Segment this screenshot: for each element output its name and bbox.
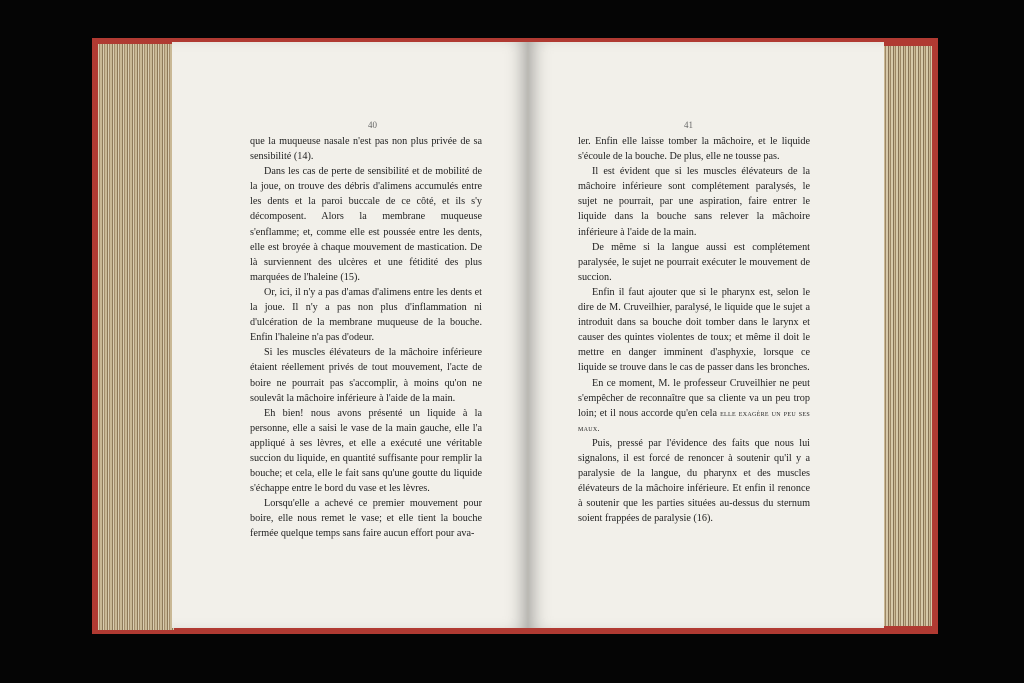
paragraph: Si les muscles élévateurs de la mâchoire inférieure étaient réellement privés de tout mouvement, l'acte de boire ne pourrait pas s'accomplir, à moins qu'on ne soulevât la mâchoire inférieure à l'aide de la main.	[250, 347, 482, 404]
paragraph: De même si la langue aussi est complétement paralysée, le sujet ne pourrait exécuter le mouvement de succion.	[578, 241, 810, 283]
paragraph: Enfin il faut ajouter que si le pharynx est, selon le dire de M. Cruveilhier, paralysé, le liquide que le sujet a introduit dans sa bouche doit tomber dans le larynx et causer des quintes violentes de toux; et même il doit le mettre en danger imminent d'asphyxie, lorsque ce liquide se trouve dans le cas de passer dans les bronches.	[578, 286, 810, 374]
page-number: 41	[684, 120, 693, 130]
page-number: 40	[368, 120, 377, 130]
left-page	[172, 42, 528, 628]
left-page-edges	[98, 44, 174, 630]
paragraph-text: En ce moment, M. le professeur Cruveilhier ne peut s'empêcher de reconnaître que sa cliente va un peu trop loin; et il nous accorde qu'en cela	[578, 377, 810, 419]
page-text	[578, 134, 810, 526]
paragraph: Puis, pressé par l'évidence des faits que nous lui signalons, il est forcé de renoncer à soutenir qu'il y a paralysie de la langue, du pharynx et des muscles élévateurs de la mâchoire inférieure. Et enfin il renonce à soutenir que les parties situées au-dessus du sternum soient frappées de paralysie (16).	[578, 437, 810, 525]
small-caps-quote: elle exagère un peu ses maux.	[578, 408, 811, 433]
paragraph: Or, ici, il n'y a pas d'amas d'alimens entre les dents et la joue. Il n'y a pas non plus d'inflammation ni d'ulcération de la membrane muqueuse de la bouche. Enfin l'haleine n'a pas d'odeur.	[250, 286, 482, 344]
page-text	[250, 134, 482, 542]
paragraph: Eh bien! nous avons présenté un liquide à la personne, elle a saisi le vase de la main gauche, elle l'a appliqué à ses lèvres, et elle a exécuté une véritable succion du liquide, en quantité suffisante pour remplir la bouche; et cela, elle le fait sans qu'une goutte du liquide s'échappe entre le bord du vase et les lèvres.	[250, 407, 482, 495]
right-page	[528, 42, 884, 628]
paragraph: Dans les cas de perte de sensibilité et de mobilité de la joue, on trouve des débris d'alimens accumulés entre les dents et la paroi buccale de ce côté, et ils s'y décomposent. Alors la membrane muqueuse s'enflamme; et, comme elle est poussée entre les dents, elle est broyée à chaque mouvement de mastication. De là surviennent des ulcères et une fétidité des plus marquées de l'haleine (15).	[250, 166, 482, 283]
right-page-edges	[884, 46, 932, 626]
paragraph	[578, 376, 810, 436]
paragraph: Lorsqu'elle a achevé ce premier mouvement pour boire, elle nous remet le vase; et elle tient la bouche fermée quelque temps sans faire aucun effort pour ava-	[250, 498, 482, 540]
paragraph: Il est évident que si les muscles élévateurs de la mâchoire inférieure sont complétement paralysés, le sujet ne pourrait, par une aspiration, faire entrer le liquide dans la bouche sans relever la mâchoire inférieure à l'aide de la main.	[578, 166, 810, 238]
paragraph: ler. Enfin elle laisse tomber la mâchoire, et le liquide s'écoule de la bouche. De plus, elle ne tousse pas.	[578, 136, 810, 163]
paragraph: que la muqueuse nasale n'est pas non plus privée de sa sensibilité (14).	[250, 136, 482, 163]
